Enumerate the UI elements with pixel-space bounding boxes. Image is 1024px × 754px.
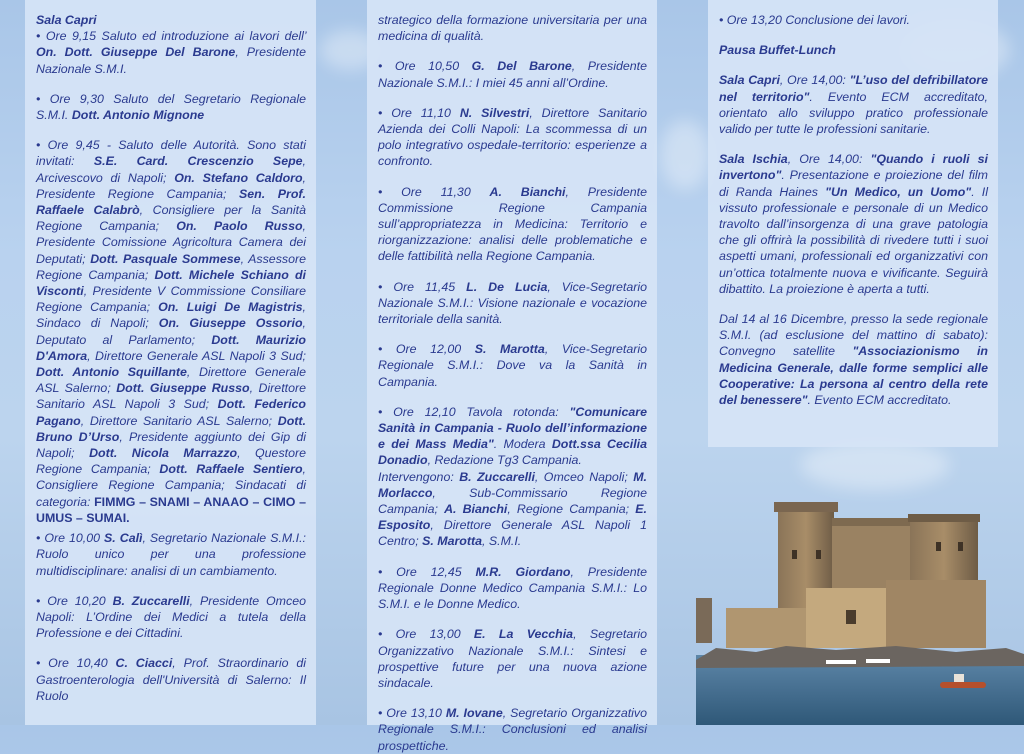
agenda-item: • Ore 12,00 S. Marotta, Vice-Segretario Regionale S.M.I.: Dove va la Sanità in Campania. bbox=[378, 342, 648, 389]
agenda-item-roundtable: • Ore 12,10 Tavola rotonda: "Comunicare Sanità in Campania - Ruolo dell’informazione e dei Mass Media". Modera Dott.ssa Cecilia Donadio, Redazione Tg3 Campania. Intervengono: B. Zuccarelli, Omceo Napoli; M. Morlacco, Sub-Commissario Regione Campania; A. Bianchi, Regione Campania; E. Esposito, Direttore Generale ASL Napoli 1 Centro; S. Marotta, S.M.I. bbox=[378, 404, 647, 549]
program-column-1 bbox=[25, 0, 316, 725]
room-heading: Sala Capri bbox=[36, 13, 97, 27]
agenda-item-continuation: strategico della formazione universitaria per una medicina di qualità. bbox=[378, 13, 647, 44]
program-column-3 bbox=[708, 0, 998, 447]
sky-cloud bbox=[660, 120, 710, 190]
agenda-item: • Ore 11,30 A. Bianchi, Presidente Commissione Regione Campania sull’appropriatezza in Medicina: Territorio e riorganizzazione: analisi delle problematiche e delle fattibilità nella Regione Campania. bbox=[378, 184, 648, 264]
castle-photo bbox=[696, 470, 1024, 725]
agenda-item: • Ore 13,10 M. Iovane, Segretario Organizzativo Regionale S.M.I.: Conclusioni ed analisi prospettiche. bbox=[378, 706, 647, 753]
agenda-item: • Ore 12,45 M.R. Giordano, Presidente Regionale Donne Medico Campania S.M.I.: Lo S.M.I. e le Donne Medico. bbox=[378, 564, 648, 612]
unions-list: FIMMG – SNAMI – ANAAO – CIMO – UMUS – SUMAI. bbox=[36, 494, 306, 525]
castle-illustration bbox=[696, 470, 1024, 725]
agenda-item: • Ore 10,20 B. Zuccarelli, Presidente Omceo Napoli: L’Ordine dei Medici a tutela della Professione e dei Cittadini. bbox=[36, 593, 306, 641]
agenda-item-authorities: • Ore 9,45 - Saluto delle Autorità. Sono stati invitati: S.E. Card. Crescenzio Sepe, Arcivescovo di Napoli; On. Stefano Caldoro, Presidente Regione Campania; Sen. Prof. Raffaele Calabrò, Consigliere per la Sanità Regione Campania; On. Paolo Russo, Presidente Comissione Agricoltura Camera dei Deputati; Dott. Pasquale Sommese, Assessore Regione Campania; Dott. Michele Schiano di Visconti, Presidente V Commissione Consiliare Regione Campania; On. Luigi De Magistris, Sindaco di Napoli; On. Giuseppe Ossorio, Deputato al Parlamento; Dott. Maurizio D'Amora, Direttore Generale ASL Napoli 3 Sud; Dott. Antonio Squillante, Direttore Generale ASL Salerno; Dott. Giuseppe Russo, Direttore Sanitario ASL Napoli 3 Sud; Dott. Federico Pagano, Direttore Sanitario ASL Salerno; Dott. Bruno D’Urso, Presidente aggiunto dei Gip di Napoli; Dott. Nicola Marrazzo, Questore Regione Campania; Dott. Raffaele Sentiero, Consigliere Regione Campania; Sindacati di categoria: FIMMG – SNAMI – ANAAO – CIMO – UMUS – SUMAI. bbox=[36, 138, 307, 525]
session-opening: Sala Capri • Ore 9,15 Saluto ed introduzione ai lavori dell’ On. Dott. Giuseppe Del Barone, Presidente Nazionale S.M.I. bbox=[36, 13, 306, 76]
satellite-conference: Dal 14 al 16 Dicembre, presso la sede regionale S.M.I. (ad esclusione del mattino di sabato): Convegno satellite "Associazionismo in Medicina Generale, dalle forme semplici alle Cooperative: La persona al centro della rete del benessere". Evento ECM accreditato. bbox=[719, 312, 988, 408]
afternoon-session-ischia: Sala Ischia, Ore 14,00: "Quando i ruoli si invertono". Presentazione e proiezione del film di Randa Haines "Un Medico, un Uomo". Il vissuto professionale e personale di un Medico travolto dall’insorgenza di una grave patologia che gli offrirà la possibilità di rivedere tutti i suoi aspetti umani, professionali ed organizzativi con un’ottica totalmente nuova e vivificante. Seguirà dibattito. La proiezione è aperta a tutti. bbox=[719, 152, 988, 296]
agenda-item: • Ore 11,45 L. De Lucia, Vice-Segretario Nazionale S.M.I.: Visione nazionale e vocazione territoriale della sanità. bbox=[378, 279, 647, 327]
agenda-item: • Ore 9,30 Saluto del Segretario Regionale S.M.I. Dott. Antonio Mignone bbox=[36, 91, 306, 123]
agenda-item: • Ore 10,00 S. Calì, Segretario Nazionale S.M.I.: Ruolo unico per una professione multidisciplinare: analisi di un cambiamento. bbox=[36, 531, 306, 578]
break-heading: Pausa Buffet-Lunch bbox=[719, 43, 836, 58]
agenda-item: • Ore 13,20 Conclusione dei lavori. bbox=[719, 13, 910, 27]
agenda-item: • Ore 10,50 G. Del Barone, Presidente Nazionale S.M.I.: I miei 45 anni all’Ordine. bbox=[378, 59, 648, 90]
agenda-item: • Ore 10,40 C. Ciacci, Prof. Straordinario di Gastroenterologia dell'Università di Salerno: Il Ruolo bbox=[36, 656, 306, 703]
agenda-item: • Ore 11,10 N. Silvestri, Direttore Sanitario Azienda dei Colli Napoli: La scommessa di un polo integrativo ospedale-territorio: esperienze a confronto. bbox=[378, 105, 647, 169]
afternoon-session-capri: Sala Capri, Ore 14,00: "L’uso del defribillatore nel territorio". Evento ECM accreditato, orientato allo sviluppo pratico professionale valido per tutte le professioni sanitarie. bbox=[719, 73, 989, 137]
agenda-item: • Ore 13,00 E. La Vecchia, Segretario Organizzativo Nazionale S.M.I.: Sintesi e prospettive future per una nuova azione sindacale. bbox=[378, 627, 647, 690]
program-column-2 bbox=[367, 0, 657, 753]
